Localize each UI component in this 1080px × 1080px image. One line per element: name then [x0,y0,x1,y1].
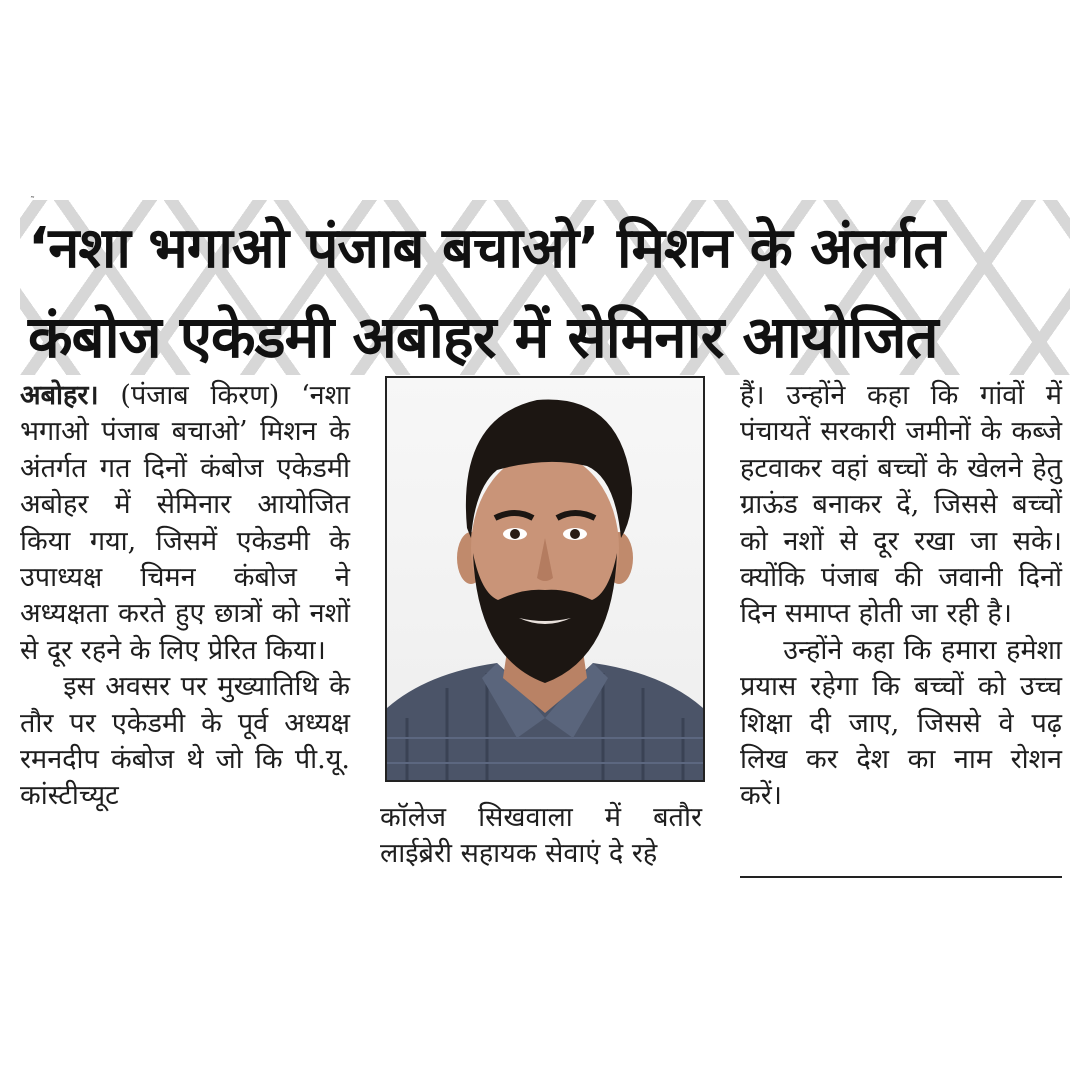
middle-column [380,800,702,873]
headline-line-2: कंबोज एकेडमी अबोहर में सेमिनार आयोजित [28,303,938,371]
right-paragraph-1: हैं। उन्होंने कहा कि गांवों में पंचायतें सरकारी जमीनों के कब्जे हटवाकर वहां बच्चों के खेलने हेतु ग्राऊंड बनाकर दें, जिससे बच्चों को नशों से दूर रखा जा सके। क्योंकि पंजाब की जवानी दिनों दिन समाप्त होती जा रही है। [740,380,1062,630]
left-paragraph-1 [20,378,350,669]
middle-paragraph: कॉलेज सिखवाला में बतौर लाईब्रेरी सहायक सेवाएं दे रहे [380,802,702,870]
left-paragraph-1-text: ‘नशा भगाओ पंजाब बचाओ’ मिशन के अंतर्गत गत दिनों कंबोज एकेडमी अबोहर में सेमिनार आयोजित किया गया, जिसमें एकेडमी के उपाध्यक्ष चिमन कंबोज ने अध्यक्षता करते हुए छात्रों को नशों से दूर रहने के लिए प्रेरित किया। [20,380,350,666]
right-column [740,378,1062,815]
portrait-photo-icon [385,376,705,782]
portrait-illustration [387,378,703,780]
news-source: (पंजाब किरण) [98,380,302,411]
left-column [20,378,350,815]
headline-line-1: ‘नशा भगाओ पंजाब बचाओ’ मिशन के अंतर्गत [28,216,945,281]
right-paragraph-2: उन्होंने कहा कि हमारा हमेशा प्रयास रहेगा कि बच्चों को उच्च शिक्षा दी जाए, जिससे वे पढ़ लिख कर देश का नाम रोशन करें। [740,634,1062,812]
column-end-rule [740,876,1062,878]
dateline: अबोहर। [20,380,99,411]
left-paragraph-2: इस अवसर पर मुख्यातिथि के तौर पर एकेडमी के पूर्व अध्यक्ष रमनदीप कंबोज थे जो कि पी.यू. कांस्टीच्यूट [20,671,350,812]
